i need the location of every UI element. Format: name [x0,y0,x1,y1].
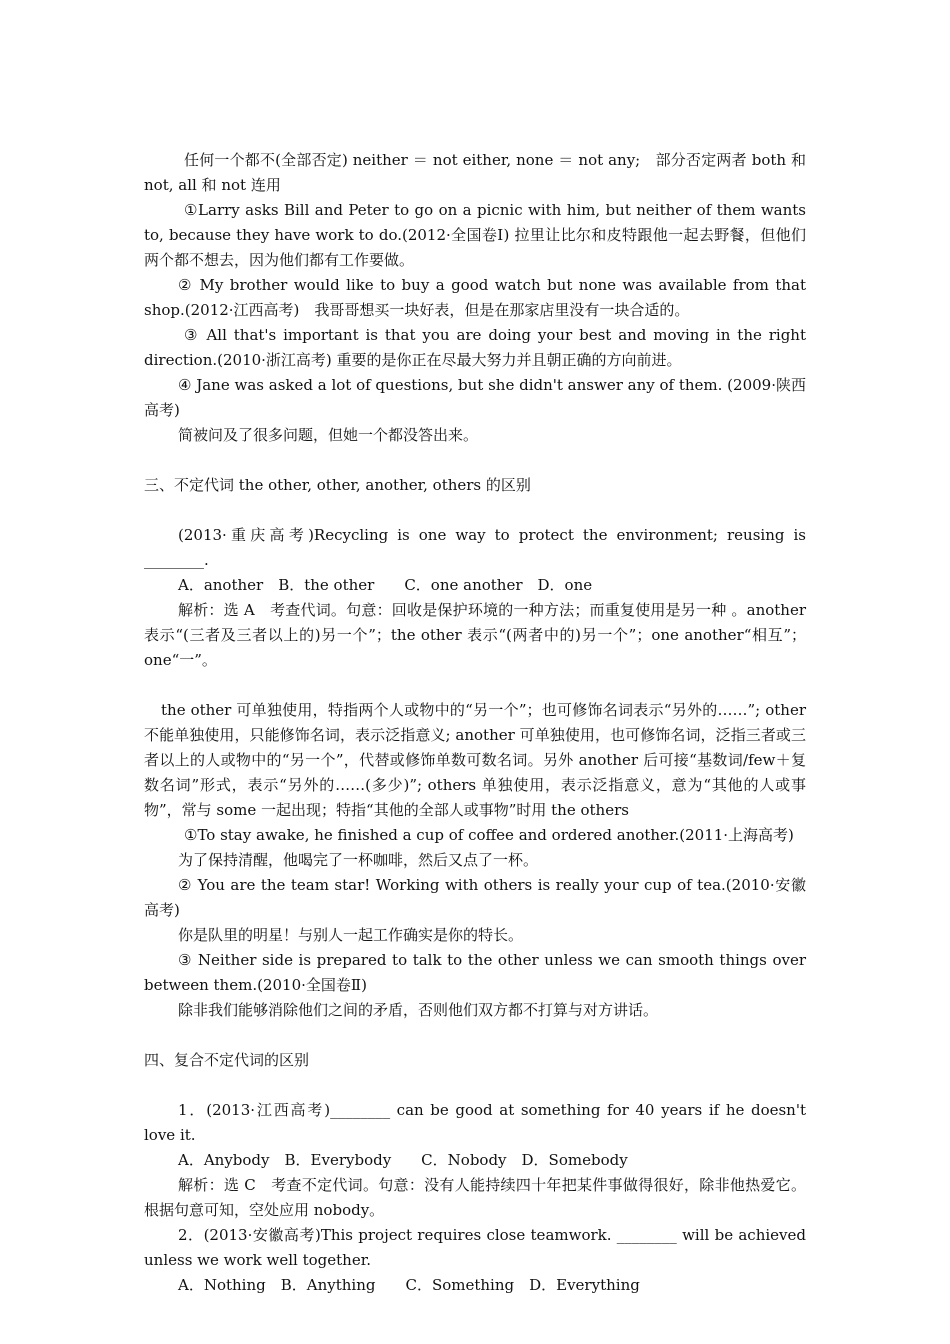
spacer [144,1073,806,1098]
example-the-other-translation: 除非我们能够消除他们之间的矛盾，否则他们双方都不打算与对方讲话。 [178,1001,659,1019]
spacer [144,1023,806,1048]
question-2: 2．(2013·安徽高考)This project requires close teamwork. ________ will be achieved unless we work well together. [144,1226,806,1269]
spacer [144,498,806,523]
example-any-translation: 简被问及了很多问题，但她一个都没答出来。 [178,426,479,444]
example-any: ④ Jane was asked a lot of questions, but she didn't answer any of them. (2009·陕西高考) [144,376,806,419]
section-heading-3: 三、不定代词 the other, other, another, others 的区别 [144,476,531,494]
question-2-options: A．Nothing B．Anything C．Something D．Everything [178,1276,640,1294]
document-body [144,148,806,1298]
spacer [144,448,806,473]
question-1-options: A．Anybody B．Everybody C．Nobody D．Somebody [178,1151,628,1169]
question-1-analysis: 解析：选 C 考查不定代词。句意：没有人能持续四十年把某件事做得很好，除非他热爱它。根据句意可知，空处应用 nobody。 [144,1176,806,1219]
example-others: ② You are the team star! Working with others is really your cup of tea.(2010·安徽高考) [144,876,806,919]
example-none: ② My brother would like to buy a good watch but none was available from that shop.(2012·江西高考) 我哥哥想买一块好表，但是在那家店里没有一块合适的。 [144,276,806,319]
question-1: 1．(2013·江西高考)________ can be good at something for 40 years if he doesn't love it. [144,1101,806,1144]
example-the-other: ③ Neither side is prepared to talk to the other unless we can smooth things over between them.(2010·全国卷Ⅱ) [144,951,806,994]
paragraph-neither-none-rule: 任何一个都不(全部否定) neither ＝ not either, none ＝ not any; 部分否定两者 both 和 not, all 和 not 连用 [144,151,806,194]
question-recycling-options: A．another B．the other C．one another D．one [178,576,593,594]
example-all: ③ All that's important is that you are doing your best and moving in the right direction.(2010·浙江高考) 重要的是你正在尽最大努力并且朝正确的方向前进。 [144,326,806,369]
spacer [144,673,806,698]
question-recycling-analysis: 解析：选 A 考查代词。句意：回收是保护环境的一种方法；而重复使用是另一种 。another 表示“(三者及三者以上的)另一个”；the other 表示“(两者中的)另一个”；one another“相互”；one“一”。 [144,601,806,669]
section-heading-4: 四、复合不定代词的区别 [144,1051,310,1069]
example-another: ①To stay awake, he finished a cup of coffee and ordered another.(2011·上海高考) [184,826,794,844]
example-another-translation: 为了保持清醒，他喝完了一杯咖啡，然后又点了一杯。 [178,851,539,869]
paragraph-other-usage: the other 可单独使用，特指两个人或物中的“另一个”；也可修饰名词表示“另外的……”; other 不能单独使用，只能修饰名词，表示泛指意义; another 可单独使用，也可修饰名词，泛指三者或三者以上的人或物中的“另一个”，代替或修饰单数可数名词。另外 another 后可接“基数词/few＋复数名词”形式，表示“另外的……(多少)”; others 单独使用，表示泛指意义，意为“其他的人或事物”，常与 some 一起出现；特指“其他的全部人或事物”时用 the others [144,701,806,819]
example-neither: ①Larry asks Bill and Peter to go on a picnic with him, but neither of them wants to, because they have work to do.(2012·全国卷Ⅰ) 拉里让比尔和皮特跟他一起去野餐，但他们两个都不想去，因为他们都有工作要做。 [144,201,806,269]
question-recycling: (2013·重庆高考)Recycling is one way to protect the environment; reusing is ________. [144,526,806,569]
example-others-translation: 你是队里的明星！与别人一起工作确实是你的特长。 [178,926,524,944]
